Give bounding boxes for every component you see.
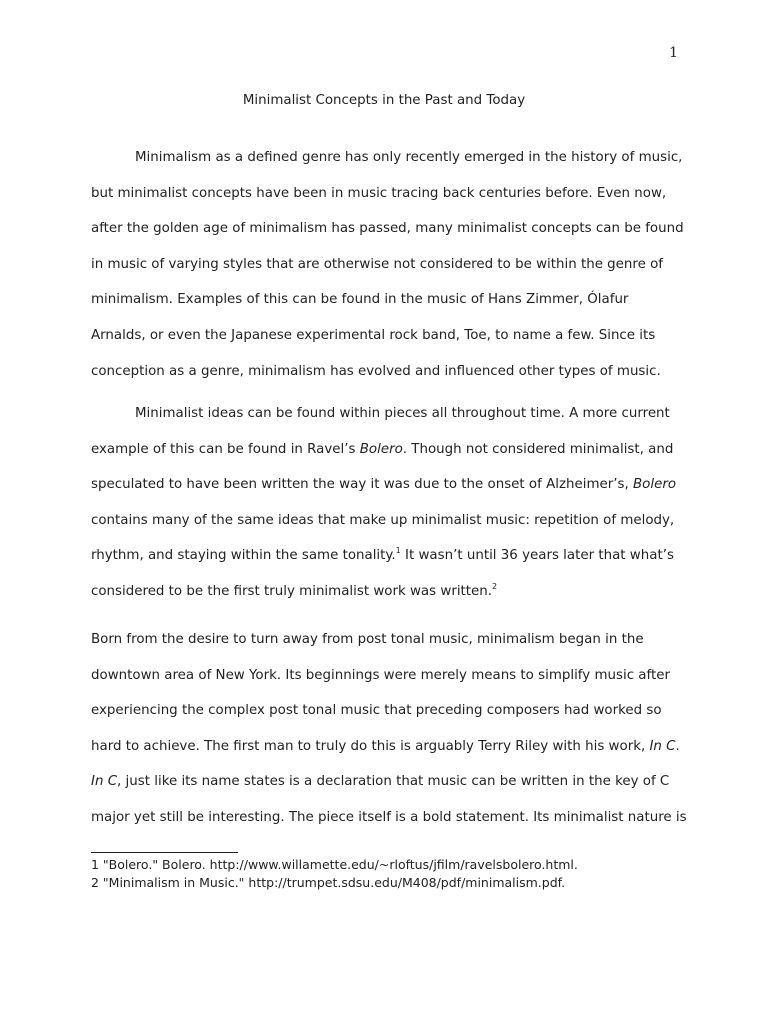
text-run: , just like its name states is a declaration that music can be written in the key of C bbox=[117, 774, 670, 790]
text-run: . bbox=[675, 738, 680, 754]
text-run: speculated to have been written the way it was due to the onset of Alzheimer’s, bbox=[91, 477, 633, 493]
text-run: hard to achieve. The first man to truly do this is arguably Terry Riley with his work, bbox=[91, 738, 650, 754]
paragraph-line bbox=[91, 432, 691, 468]
paragraph-line: Minimalist ideas can be found within pieces all throughout time. A more current bbox=[135, 406, 670, 421]
paragraph-line: major yet still be interesting. The piece itself is a bold statement. Its minimalist nature is bbox=[91, 809, 687, 825]
paragraph-line: contains many of the same ideas that make up minimalist music: repetition of melody, bbox=[91, 512, 675, 528]
paragraph-line: Born from the desire to turn away from post tonal music, minimalism began in the bbox=[91, 632, 644, 647]
paragraph-3 bbox=[91, 622, 691, 836]
document-title: Minimalist Concepts in the Past and Today bbox=[242, 93, 526, 108]
paragraph-line: minimalism. Examples of this can be found in the music of Hans Zimmer, Ólafur bbox=[91, 292, 629, 308]
paragraph-line: Minimalism as a defined genre has only recently emerged in the history of music, bbox=[135, 150, 683, 165]
paragraph-line: conception as a genre, minimalism has evolved and influenced other types of music. bbox=[91, 363, 661, 379]
footnote-1: 1 "Bolero." Bolero. http://www.willamette.edu/~rloftus/jfilm/ravelsbolero.html. bbox=[91, 857, 578, 872]
text-run: rhythm, and staying within the same tonality. bbox=[91, 548, 396, 564]
text-run: . Though not considered minimalist, and bbox=[402, 441, 674, 457]
paragraph-line: experiencing the complex post tonal music that preceding composers had worked so bbox=[91, 703, 662, 719]
paragraph-1 bbox=[91, 140, 691, 389]
paragraph-line: Arnalds, or even the Japanese experimental rock band, Toe, to name a few. Since its bbox=[91, 327, 656, 343]
paragraph-line bbox=[91, 467, 691, 503]
paragraph-line: in music of varying styles that are otherwise not considered to be within the genre of bbox=[91, 256, 664, 272]
paragraph-2 bbox=[91, 396, 691, 610]
work-title-bolero: Bolero bbox=[632, 477, 677, 493]
paragraph-line: downtown area of New York. Its beginnings were merely means to simplify music after bbox=[91, 667, 670, 683]
paragraph-line bbox=[91, 538, 691, 574]
footnote-ref-2[interactable]: 2 bbox=[492, 581, 498, 591]
paragraph-line bbox=[91, 729, 691, 765]
work-title-bolero: Bolero bbox=[359, 441, 403, 457]
footnote-separator bbox=[91, 852, 238, 853]
paragraph-line bbox=[91, 574, 691, 610]
work-title-in-c: In C bbox=[91, 774, 118, 790]
footnote-2: 2 "Minimalism in Music." http://trumpet.sdsu.edu/M408/pdf/minimalism.pdf. bbox=[91, 875, 566, 890]
work-title-in-c: In C bbox=[649, 738, 676, 754]
text-run: It wasn’t until 36 years later that what’s bbox=[400, 548, 674, 564]
text-run: considered to be the first truly minimalist work was written. bbox=[91, 583, 493, 599]
page-number: 1 bbox=[669, 45, 678, 61]
paragraph-line bbox=[91, 764, 691, 800]
footnote-ref-1[interactable]: 1 bbox=[395, 546, 401, 556]
paragraph-line: but minimalist concepts have been in music tracing back centuries before. Even now, bbox=[91, 185, 667, 201]
text-run: example of this can be found in Ravel’s bbox=[91, 441, 360, 457]
paragraph-line: after the golden age of minimalism has passed, many minimalist concepts can be found bbox=[91, 221, 684, 237]
